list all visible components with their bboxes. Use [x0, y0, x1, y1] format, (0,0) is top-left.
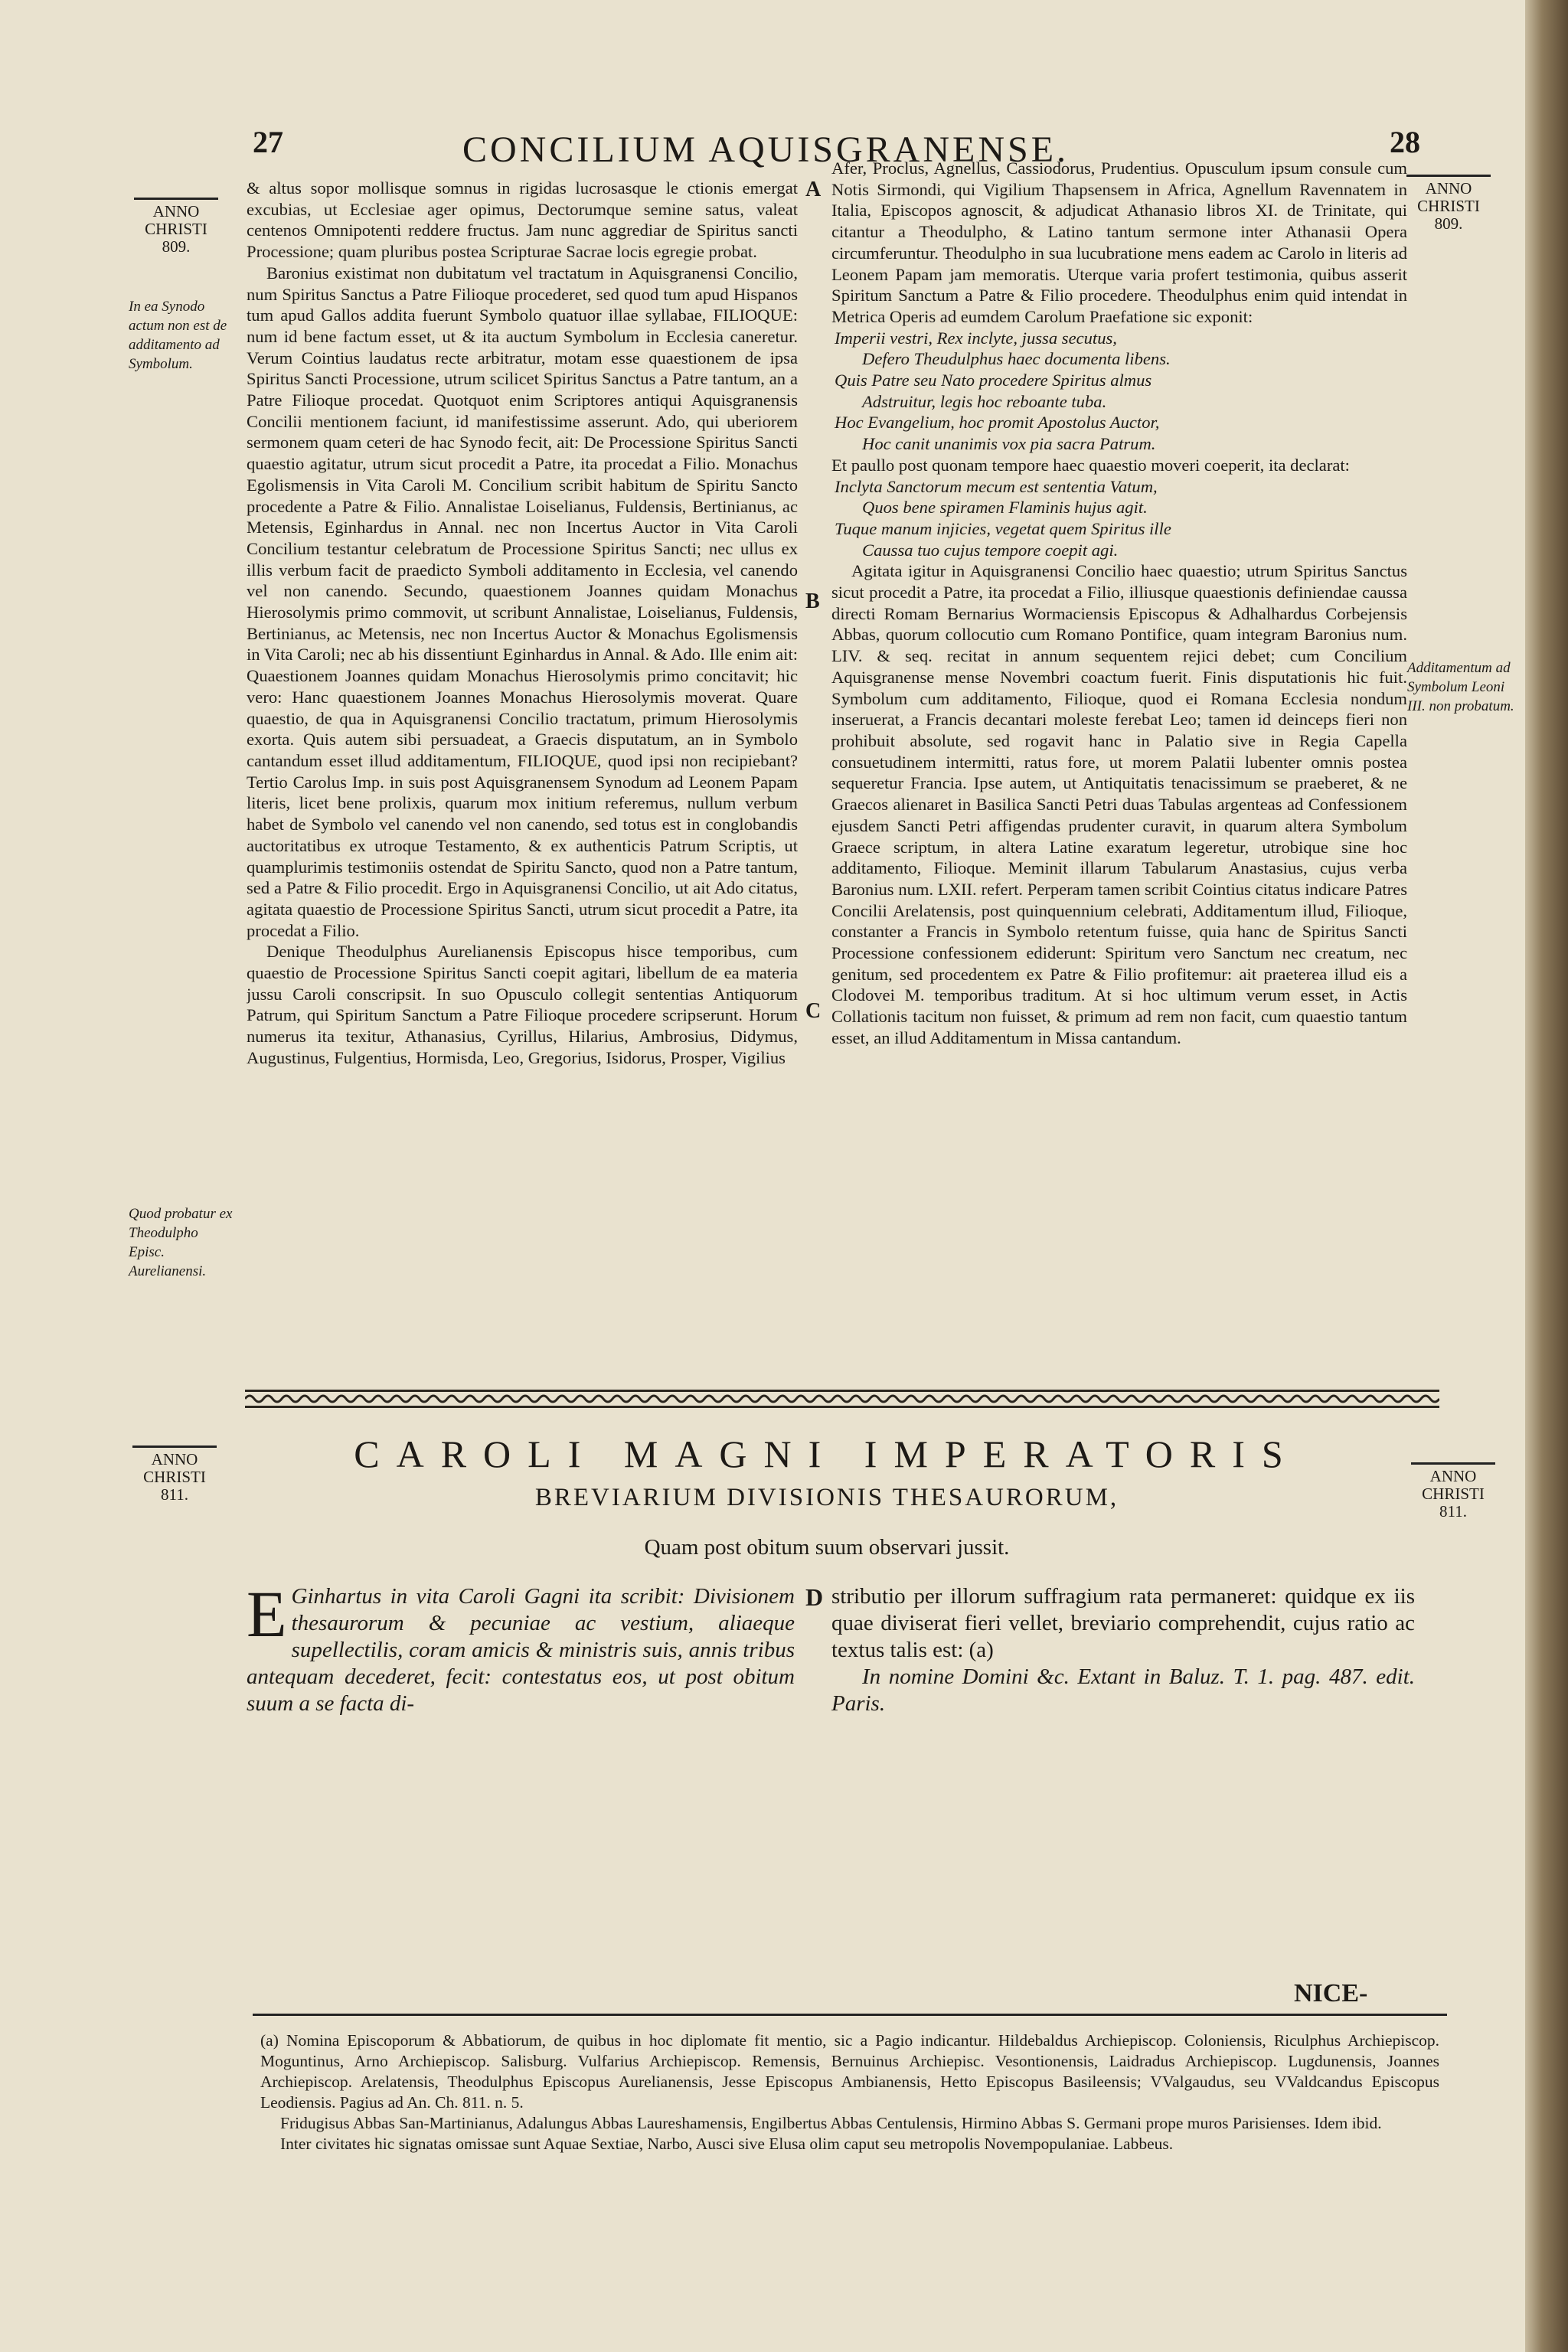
verse-line: Caussa tuo cujus tempore coepit agi. [862, 540, 1119, 560]
right-column [831, 158, 1407, 1369]
book-gutter-edge [1525, 0, 1568, 2352]
footnote: Fridugisus Abbas San-Martinianus, Adalungus Abbas Laureshamensis, Engilbertus Abbas Centulensis, Hirmino Abbas S. Germani prope muros Parisienses. Idem ibid. [280, 2114, 1382, 2132]
verse-line: Defero Theudulphus haec documenta libens. [862, 349, 1171, 369]
paragraph: stributio per illorum suffragium rata permaneret: quidque ex iis quae diviserat fieri vellet, breviario comprehendit, cujus ratio ac textus talis est: (a) [831, 1584, 1415, 1662]
paragraph: Et paullo post quonam tempore haec quaestio moveri coeperit, ita declarat: [831, 455, 1350, 475]
anno-christi-top-left: ANNO CHRISTI 809. [130, 198, 222, 256]
verse-line: Inclyta Sanctorum mecum est sententia Vatum, [835, 476, 1158, 496]
section-subheading: BREVIARIUM DIVISIONIS THESAURORUM, [534, 1484, 1119, 1511]
page-number-right: 28 [1390, 125, 1420, 159]
verse-line: Hoc Evangelium, hoc promit Apostolus Auctor, [835, 413, 1160, 433]
paragraph: Denique Theodulphus Aurelianensis Episcopus hisce temporibus, cum quaestio de Processione Spiritus Sancti coepit agitari, libellum de ea materia jussu Caroli conscripsit. In suo Opusculo collegit sententias Antiquorum Patrum, qui Spiritum Sanctum a Patre Filioque procedere scripserunt. Horum numerus ita texitur, Athanasius, Cyrillus, Hilarius, Ambrosius, Didymus, Augustinus, Fulgentius, Hormisda, Leo, Gregorius, Isidorus, Prosper, Vigilius [247, 942, 798, 1067]
section-letter-a: A [805, 178, 822, 201]
paragraph: Afer, Proclus, Agnellus, Cassiodorus, Prudentius. Opusculum ipsum consule cum Notis Sirmondi, qui Vigilium Thapsensem in Africa, Agnellum Ravennatem in Italia, Episcopos agnoscit, & adjudicat Athanasio libros XI. de Trinitate, qui citantur a Theodulpho, & Latino tantum sermone inter Athanasii Opera circumferuntur. Theodulpho in sua lucubratione mens eadem ac Carolo in literis ad Leonem Papam jam memoratis. Uterque varia profert testimonia, quibus asserit Spiritum Sanctum a Patre & Filio procedere. Theodulphus enim quid intendat in Metrica Operis ad eumdem Carolum Praefatione sic exponit: [831, 158, 1407, 326]
section-heading: CAROLI MAGNI IMPERATORIS [354, 1432, 1300, 1475]
verse-line: Tuque manum injicies, vegetat quem Spiritus ille [835, 518, 1171, 538]
page-number-left: 27 [253, 125, 283, 159]
margin-note-left-1: In ea Synodo actum non est de additamento ad Symbolum. [129, 299, 227, 372]
running-title: CONCILIUM AQUISGRANENSE. [462, 129, 1070, 170]
verse-line: Hoc canit unanimis vox pia sacra Patrum. [862, 434, 1156, 454]
paragraph: In nomine Domini &c. Extant in Baluz. T. 1. pag. 487. edit. Paris. [831, 1664, 1415, 1716]
paragraph: Baronius existimat non dubitatum vel tractatum in Aquisgranensi Concilio, num Spiritus Sanctus a Patre Filioque procederet, sed quod tum apud Hispanos tum apud Gallos addita fuerunt Symbolo quatuor illae syllabae, FILIOQUE: num id bene factum esset, ut & ita auctum Symbolum in Ecclesia caneretur. Verum Cointius laudatus recte arbitratur, motam esse quaestionem de ipsa Spiritus Sancti Processione, utrum scilicet Spiritus Sanctus a Patre tantum, an a Patre Filioque procedat. Quotquot enim Scriptores antiqui Aquisgranensis Concilii mentionem faciunt, id manifestissime asserunt. Ado, qui uberiorem sermonem quam ceteri de hac Synodo fecit, ait: De Processione Spiritus Sancti quaestio agitatur, utrum sicut procedit a Patre, ita procedat a Filio. Monachus Egolismensis in Vita Caroli M. Concilium scribit habitum de Spiritu Sancto procedente a Patre & Filio. Annalistae Loiselianus, Fuldensis, Bertinianus, ac Metensis, Eginhardus in Annal. nec non Incertus Auctor in Vita Caroli Concilium testantur celebratum de Processione Spiritus Sancti; nec ullus ex illis verbum facit de praedicto Symboli additamento in Ecclesia, vel canendo vel non canendo. Secundo, quaestionem Joannes quidam Monachus Hierosolymis primo commovit, ut scribunt Annalistae, Loiselianus, Fuldensis, Bertinianus, ac Metensis, nec non Incertus Auctor & Monachus Egolismensis in Vita Caroli; nec ab his dissentiunt Eginhardus in Annal. & Ado. Ille enim ait: Quaestionem Joannes quidam Monachus Hierosolymis primo concitavit; hic vero: Hanc quaestionem Joannes Monachus Hierosolymis moverat. Quare quaestio, de qua in Aquisgranensi Concilio tractatum, primum Hierosolymis exorta. Quis autem sibi persuadeat, a Graecis disputatum, an in Symbolo cantandum esset illud additamentum, FILIOQUE, quod ipsi non recipiebant? Tertio Carolus Imp. in suis post Aquisgranensem Synodum ad Leonem Papam literis, licet bene prolixis, quarum mox initium referemus, nullum verbum habet de Symbolo vel canendo vel non canendo, sed totus est in conglobandis auctoritatibus ex utroque Testamento, & ex authenticis Patrum Scriptis, ut quamplurimis testimoniis ostendat de Spiritu Sancto, quod non a Patre tantum, sed a Patre & Filio procedit. Ergo in Aquisgranensi Concilio, ut ait Ado citatus, agitata quaestio de Processione Spiritus Sancti, utrum sicut procedit a Patre, ita procedat a Filio. [247, 263, 798, 940]
footnotes [260, 2030, 1439, 2154]
left-column [247, 178, 798, 1369]
footnote: Inter civitates hic signatas omissae sunt Aquae Sextiae, Narbo, Ausci sive Elusa olim caput seu metropolis Novempopulaniae. Labbeus. [280, 2135, 1174, 2153]
margin-note-left-2: Quod probatur ex Theodulpho Episc. Aurelianensi. [129, 1206, 233, 1279]
ornamental-band [245, 1390, 1439, 1408]
breviarium-left-column [247, 1577, 795, 1717]
paragraph: & altus sopor mollisque somnus in rigidas lucrosasque le ctionis emergat excubias, ut Ecclesiae ager opimus, Dectorumque semine satus, valeat centenos Omnipotenti reddere fructus. Jam nunc aggrediar de Spiritus sancti Processione; quam pluribus postea Scripturae Sacrae locis egregie probat. [247, 178, 798, 262]
verse-line: Quis Patre seu Nato procedere Spiritus almus [835, 371, 1152, 390]
anno-christi-mid-left: ANNO CHRISTI 811. [129, 1446, 220, 1504]
footnote-rule [253, 2014, 1447, 2016]
anno-christi-mid-right: ANNO CHRISTI 811. [1407, 1462, 1499, 1521]
verse-line: Quos bene spiramen Flaminis hujus agit. [862, 498, 1148, 518]
margin-note-right-1: Additamentum ad Symbolum Leoni III. non probatum. [1407, 660, 1514, 714]
section-letter-b: B [805, 590, 820, 613]
paragraph: Ginhartus in vita Caroli Gagni ita scribit: Divisionem thesaurorum & pecuniae ac vestium, aliaeque supellectilis, coram amicis & ministris suis, annis tribus antequam decederet, fecit: contestatus eos, ut post obitum suum a se facta di- [247, 1584, 795, 1716]
footnote: (a) Nomina Episcoporum & Abbatiorum, de quibus in hoc diplomate fit mentio, sic a Pagio indicantur. Hildebaldus Archiepiscop. Coloniensis, Riculphus Archiepiscop. Moguntinus, Arno Archiepiscop. Salisburg. Vulfarius Archiepiscop. Remensis, Bernuinus Archiepisc. Vesontionensis, Laidradus Archiepiscop. Lugdunensis, Joannes Archiepiscop. Arelatensis, Theodulphus Episcopus Aurelianensis, Jesse Episcopus Ambianensis, Hetto Episcopus Basileensis; VValgaudus, seu VValdcandus Episcopus Leodiensis. Pagius ad An. Ch. 811. n. 5. [260, 2031, 1439, 2112]
verse-line: Imperii vestri, Rex inclyte, jussa secutus, [835, 328, 1117, 348]
section-subtitle: Quam post obitum suum observari jussit. [644, 1535, 1010, 1560]
anno-christi-top-right: ANNO CHRISTI 809. [1403, 175, 1494, 233]
catchword: NICE- [1294, 1979, 1368, 2007]
drop-cap: E [247, 1577, 287, 1651]
section-letter-d: D [805, 1583, 824, 1611]
section-letter-c: C [805, 999, 822, 1023]
breviarium-right-column [831, 1583, 1415, 1717]
paragraph: Agitata igitur in Aquisgranensi Concilio haec quaestio; utrum Spiritus Sanctus sicut procedit a Patre, ita procedat a Filio, illiusque quaestionis definiendae caussa directi Romam Bernarius Wormaciensis Episcopus & Adhalhardus Corbejensis Abbas, quorum collocutio cum Romano Pontifice, quam integram Baronius num. LIV. & seq. recitat in annum sequentem rejici debet; cum Concilium Aquisgranense mense Novembri coactum fuerit. Finis disputationis hic fuit. Symbolum cum additamento, Filioque, quod ei Romana Ecclesia nondum inseruerat, a Francis decantari moleste ferebat Leo; tamen id deinceps fieri non prohibuit absolute, sed rogavit hanc in Palatio sive in Regia Capella consuetudinem intermitti, ratus fore, ut morem Palatii lubenter omnis postea sequeretur Francia. Ipse autem, ut Antiquitatis tenacissimum se praeberet, & ne Graecos alienaret in Basilica Sancti Petri duas Tabulas argenteas ad Confessionem ejusdem Sancti Petri affigendas prudenter curavit, in quarum altera Symbolum Graece scriptum, in altera Latine exaratum legeretur, utrobique sine hoc additamento, Filioque. Meminit illarum Tabularum Anastasius, cujus verba Baronius num. LXII. refert. Perperam tamen scribit Cointius citatus indicare Patres Concilii Arelatensis, post quinquennium celebrati, Additamentum illud, Filioque, constanter a Francis in Symbolo retentum fuisse, quia hanc de Spiritus Sancti Processione confessionem ediderunt: Spiritum vero Sanctum nec creatum, nec genitum, sed procedentem ex Patre & Filio profitemur: ait praeterea illud eis a Clodovei M. temporibus traditum. At si hoc ultimum verum esset, in Actis Collationis tacitum non fuisset, & primum ad rem non facit, cum quaestio tantum esset, an illud Additamentum in Missa cantandum. [831, 561, 1407, 1047]
verse-line: Adstruitur, legis hoc reboante tuba. [862, 391, 1107, 411]
